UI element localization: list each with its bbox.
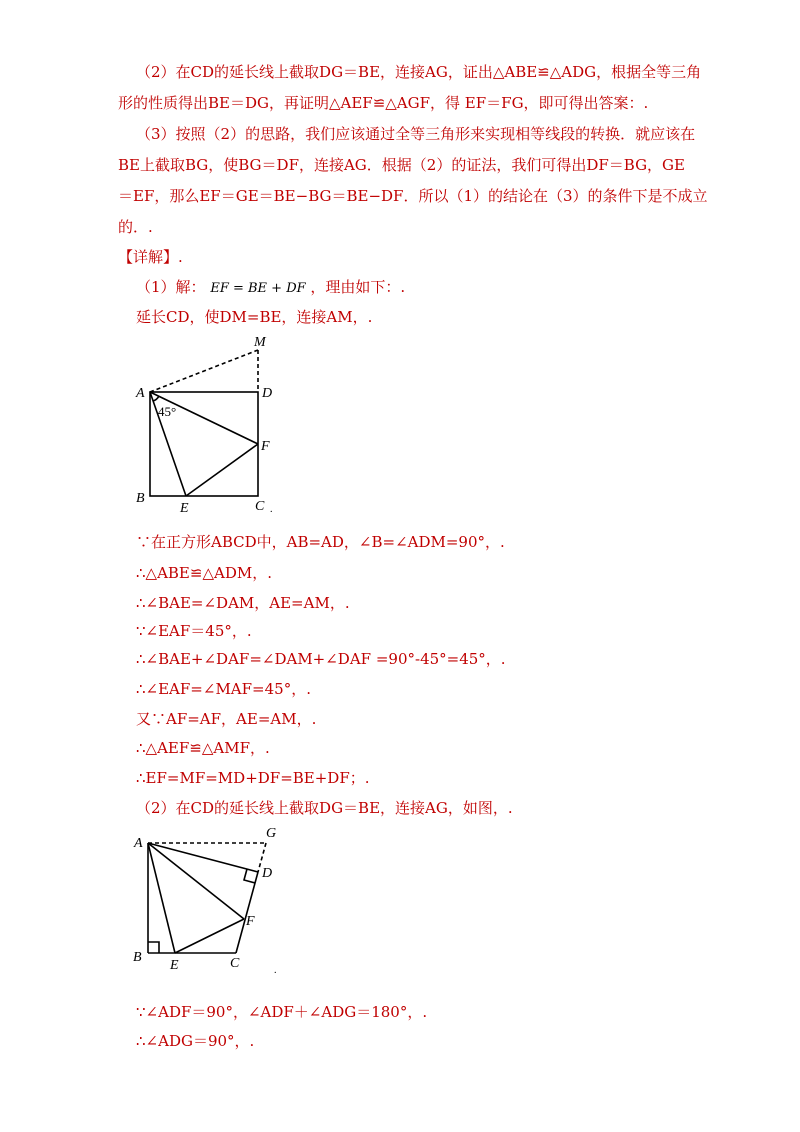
analysis-p3-line4: 的．. — [118, 218, 153, 236]
label-a: A — [136, 386, 145, 401]
section1-formula: EF = BE + DF — [210, 281, 306, 296]
analysis-p3-line1: （3）按照（2）的思路，我们应该通过全等三角形来实现相等线段的转换．就应该在 — [136, 125, 696, 143]
label-m: M — [254, 335, 266, 350]
proof1-line6: ∴∠EAF=∠MAF=45°，. — [136, 680, 311, 698]
proof1-line9: ∴EF=MF=MD+DF=BE+DF；. — [136, 769, 370, 787]
segment-ef — [186, 444, 258, 496]
proof1-line2: ∴△ABE≌△ADM，. — [136, 564, 272, 582]
label-b: B — [136, 491, 145, 506]
segment-cd — [236, 872, 258, 953]
segment-am-dashed — [150, 350, 258, 392]
proof1-line1: ∵在正方形ABCD中，AB=AD，∠B=∠ADM=90°，. — [136, 533, 505, 551]
label-c: C — [255, 499, 265, 512]
figure-2-quadrilateral — [128, 825, 298, 975]
proof2-line1: ∵∠ADF＝90°，∠ADF＋∠ADG＝180°，. — [136, 1003, 428, 1021]
label2-b: B — [133, 950, 142, 965]
label2-a: A — [134, 836, 143, 851]
right-angle-b — [148, 942, 159, 953]
label2-f: F — [246, 914, 255, 929]
section1-label: （1）解： — [136, 278, 206, 296]
section1-reason: ，理由如下：. — [310, 278, 406, 296]
label-45deg: 45° — [158, 404, 177, 419]
label2-c: C — [230, 956, 240, 971]
detail-heading: 【详解】. — [118, 248, 183, 266]
angle-arc — [153, 396, 159, 401]
label-e: E — [180, 501, 189, 512]
proof2-line2: ∴∠ADG＝90°，. — [136, 1032, 255, 1050]
figure2-trail: . — [274, 965, 277, 975]
section1-extend: 延长CD，使DM=BE，连接AM，. — [136, 308, 373, 326]
label2-g: G — [266, 826, 277, 841]
proof1-line4: ∵∠EAF＝45°，. — [136, 622, 252, 640]
label-f: F — [261, 439, 270, 454]
label2-e: E — [170, 958, 179, 973]
segment-ad — [148, 843, 258, 872]
analysis-p3-line3: ＝EF，那么EF＝GE＝BE−BG＝BE−DF．所以（1）的结论在（3）的条件下是不成立 — [118, 187, 708, 205]
proof1-line7: 又∵AF=AF，AE=AM，. — [136, 710, 317, 728]
proof1-line8: ∴△AEF≌△AMF，. — [136, 739, 270, 757]
label-d: D — [262, 386, 273, 401]
analysis-p3-line2: BE上截取BG，使BG＝DF，连接AG．根据（2）的证法，我们可得出DF＝BG，GE — [118, 156, 685, 174]
figure1-trail: . — [270, 504, 273, 512]
analysis-p2-line2: 形的性质得出BE＝DG，再证明△AEF≌△AGF，得 EF＝FG，即可得出答案：. — [118, 94, 649, 112]
figure-1-square — [130, 332, 290, 512]
segment-af — [148, 843, 244, 919]
section1-intro — [136, 277, 405, 299]
section2-intro: （2）在CD的延长线上截取DG＝BE，连接AG，如图，. — [136, 799, 513, 817]
label2-d: D — [262, 866, 273, 881]
proof1-line3: ∴∠BAE=∠DAM，AE=AM，. — [136, 594, 350, 612]
proof1-line5: ∴∠BAE+∠DAF=∠DAM+∠DAF =90°-45°=45°，. — [136, 650, 506, 668]
segment-ae — [148, 843, 175, 953]
analysis-p2-line1: （2）在CD的延长线上截取DG＝BE，连接AG，证出△ABE≌△ADG，根据全等三角 — [136, 63, 702, 81]
segment-ef — [175, 919, 244, 953]
